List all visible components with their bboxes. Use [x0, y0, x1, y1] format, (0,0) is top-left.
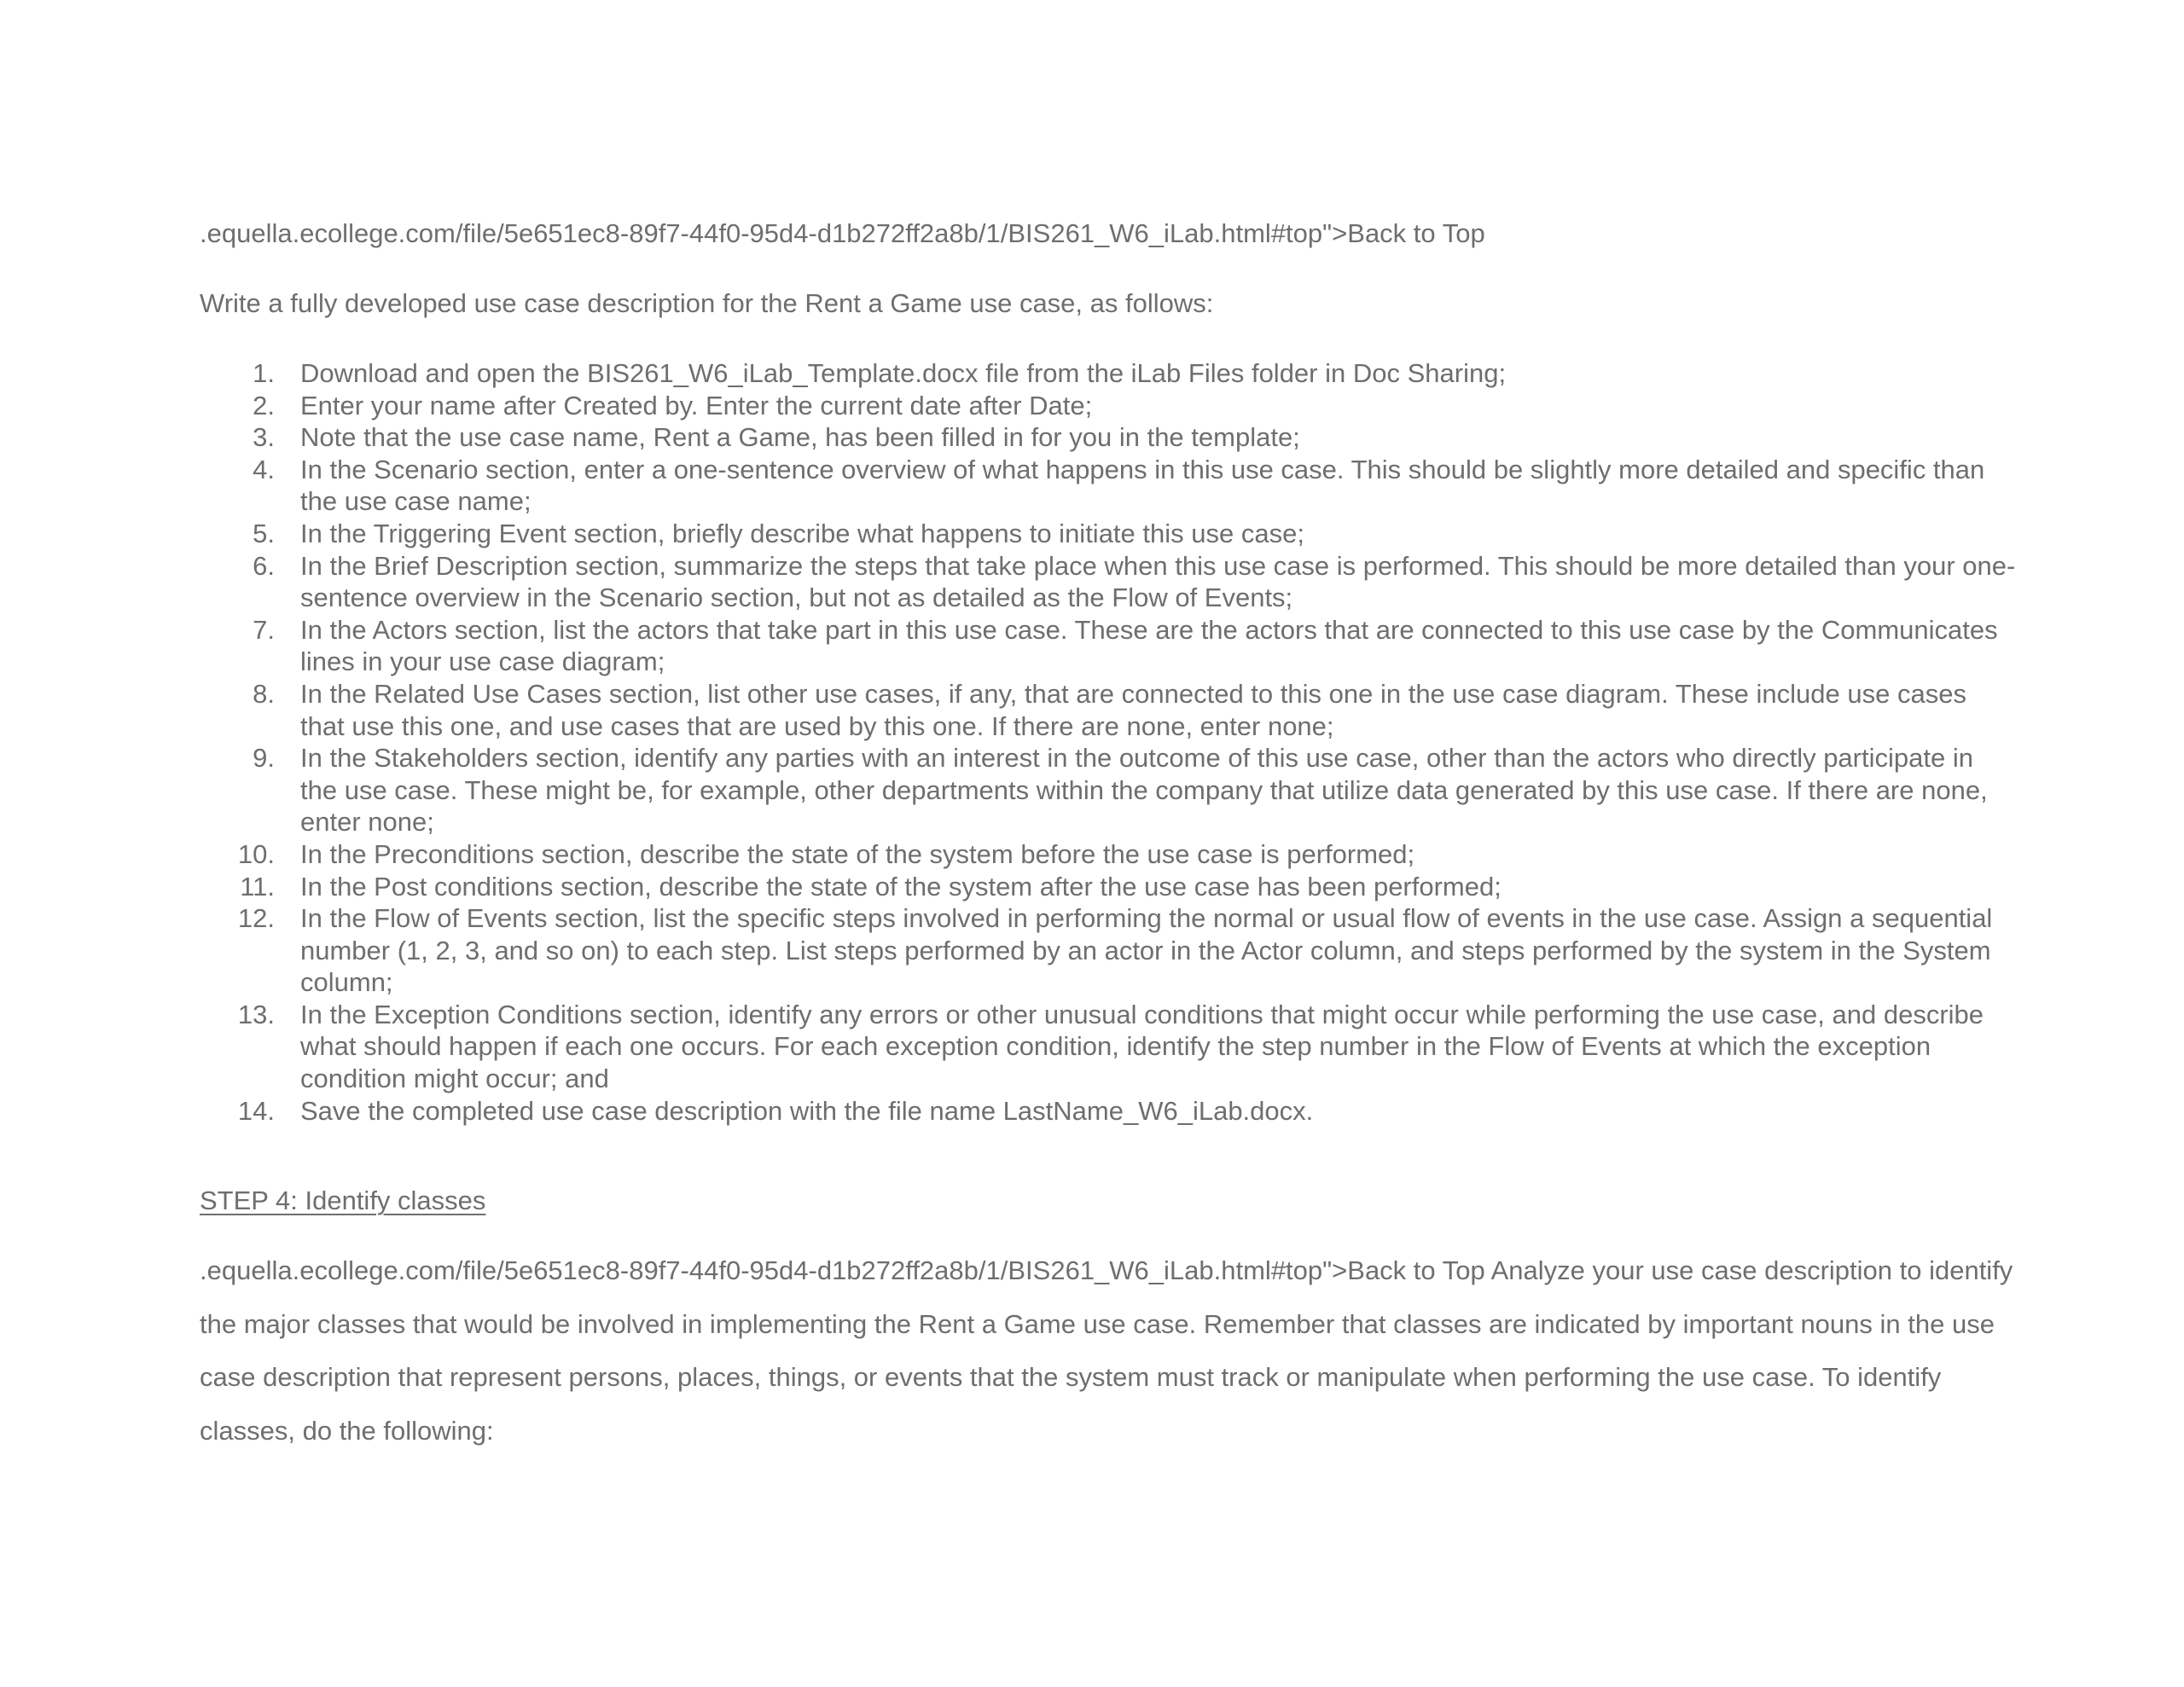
list-item: [200, 454, 2017, 518]
list-item: [200, 421, 2017, 454]
list-item-number: 8.: [253, 678, 275, 709]
list-item-text: In the Flow of Events section, list the specific steps involved in performing the normal or usual flow of events in the use case. Assign a sequential number (1, 2, 3, and so on) to each step. List steps performed by an actor in the Actor column, and steps performed by the system in the System column;: [300, 903, 1993, 998]
list-item-number: 7.: [253, 614, 275, 645]
list-item-text: In the Scenario section, enter a one-sentence overview of what happens in this use case. This should be slightly more detailed and specific than the use case name;: [300, 454, 1985, 517]
list-item-text: In the Exception Conditions section, identify any errors or other unusual conditions that might occur while performing the use case, and describe what should happen if each one occurs. For each exception condition, identify the step number in the Flow of Events at which the exception condition might occur; and: [300, 999, 1984, 1094]
list-item-text: In the Preconditions section, describe the state of the system before the use case is performed;: [300, 838, 1415, 869]
list-item-number: 5.: [253, 518, 275, 548]
list-item: [200, 678, 2017, 742]
instructions-list: [200, 357, 2017, 1127]
list-item-number: 11.: [240, 871, 275, 901]
list-item-number: 9.: [253, 743, 275, 774]
list-item-text: In the Post conditions section, describe the state of the system after the use case has been performed;: [300, 871, 1502, 901]
list-item: [200, 999, 2017, 1095]
list-item: [200, 871, 2017, 903]
list-item-number: 10.: [237, 838, 275, 869]
list-item-text: In the Related Use Cases section, list other use cases, if any, that are connected to this one in the use case diagram. These include use cases that use this one, and use cases that are used by this one. If there are none, enter none;: [300, 678, 1966, 741]
body-paragraph: .equella.ecollege.com/file/5e651ec8-89f7-44f0-95d4-d1b272ff2a8b/1/BIS261_W6_iLab.html#top">Back to Top Analyze your use case description to identify the major classes that would be involved in implementing the Rent a Game use case. Remember that classes are indicated by important nouns in the use case description that represent persons, places, things, or events that the system must track or manipulate when performing the use case. To identify classes, do the following:: [200, 1255, 2013, 1446]
list-item-number: 6.: [253, 550, 275, 581]
list-item: [200, 357, 2017, 390]
list-item: [200, 742, 2017, 838]
list-item: [200, 390, 2017, 422]
list-item-number: 3.: [253, 422, 275, 453]
document-content: [200, 217, 2017, 1458]
list-item: [200, 518, 2017, 550]
list-item: [200, 902, 2017, 999]
list-item: [200, 614, 2017, 678]
list-item-text: Download and open the BIS261_W6_iLab_Template.docx file from the iLab Files folder in Doc Sharing;: [300, 358, 1507, 388]
list-item-number: 12.: [237, 903, 275, 934]
section-heading: STEP 4: Identify classes: [200, 1186, 486, 1216]
list-item-text: Save the completed use case description with the file name LastName_W6_iLab.docx.: [300, 1095, 1314, 1126]
list-item-text: In the Triggering Event section, briefly describe what happens to initiate this use case;: [300, 518, 1304, 548]
list-item-text: Enter your name after Created by. Enter the current date after Date;: [300, 390, 1093, 420]
list-item: [200, 838, 2017, 871]
list-item-text: In the Brief Description section, summarize the steps that take place when this use case is performed. This should be more detailed than your one-sentence overview in the Scenario section, but not as detailed as the Flow of Events;: [300, 550, 2016, 613]
list-item-number: 1.: [253, 358, 275, 388]
list-item-text: Note that the use case name, Rent a Game, has been filled in for you in the template;: [300, 422, 1300, 453]
intro-paragraph: Write a fully developed use case description for the Rent a Game use case, as follows:: [200, 288, 1214, 318]
list-item-number: 13.: [237, 999, 275, 1029]
list-item-number: 4.: [253, 454, 275, 484]
back-to-top-link-text: .equella.ecollege.com/file/5e651ec8-89f7-44f0-95d4-d1b272ff2a8b/1/BIS261_W6_iLab.html#top">Back to Top: [200, 218, 1485, 248]
list-item-text: In the Stakeholders section, identify any parties with an interest in the outcome of this use case, other than the actors who directly participate in the use case. These might be, for example, other departments within the company that utilize data generated by this use case. If there are none, enter none;: [300, 743, 1988, 838]
list-item-number: 14.: [237, 1095, 275, 1126]
list-item-number: 2.: [253, 390, 275, 420]
list-item: [200, 550, 2017, 614]
list-item: [200, 1095, 2017, 1128]
list-item-text: In the Actors section, list the actors that take part in this use case. These are the actors that are connected to this use case by the Communicates lines in your use case diagram;: [300, 614, 1998, 677]
